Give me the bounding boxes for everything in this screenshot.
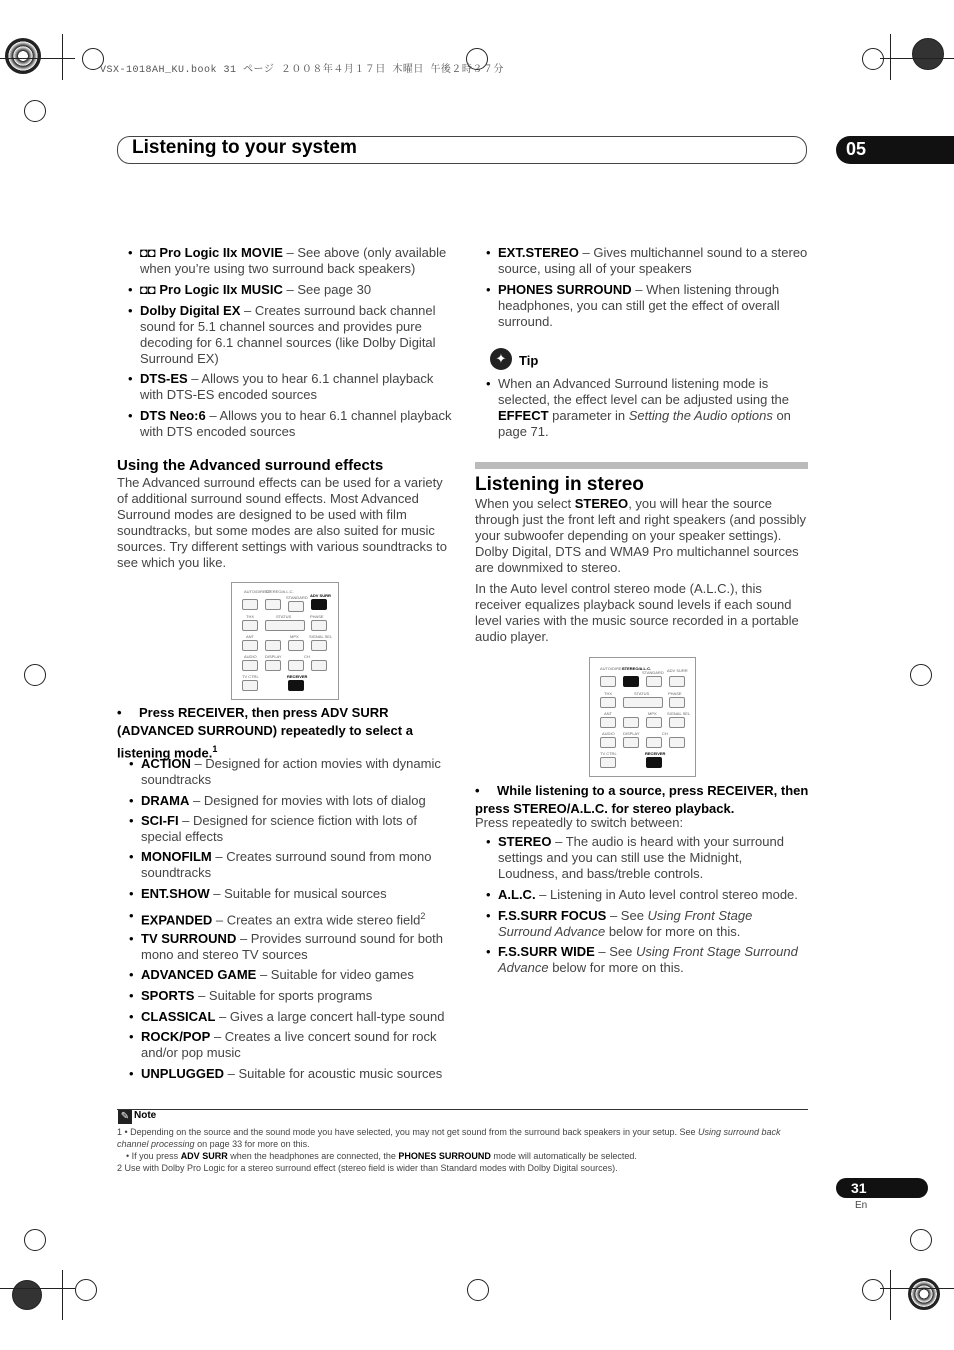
item-text: – Creates a live concert sound for rock and/or pop music: [141, 1029, 437, 1060]
remote-label: ADV SURR: [310, 593, 331, 598]
next-button: [669, 717, 685, 728]
item-text: – Suitable for musical sources: [209, 886, 387, 901]
item-key: ROCK/POP: [141, 1029, 211, 1044]
pause-button: [265, 640, 281, 651]
registration-mark-top-right: [912, 38, 948, 74]
chapter-number: 05: [846, 139, 867, 159]
footnote-ref: 2: [420, 911, 426, 921]
trim-line: [890, 34, 891, 80]
trim-line: [880, 1288, 954, 1289]
dolby-dd-icon: ◘◘: [140, 282, 156, 297]
item-key: DTS Neo:6: [140, 408, 206, 423]
list-item: [141, 967, 456, 983]
remote-label: SIGNAL SEL: [309, 634, 333, 639]
item-key: DRAMA: [141, 793, 190, 808]
remote-label: ADV SURR: [667, 668, 688, 673]
adv-surr-button: [311, 599, 327, 610]
hdd-button: [600, 676, 616, 687]
list-item: [498, 282, 798, 330]
ch-plus-button: [669, 737, 685, 748]
remote-label: PHASE: [310, 614, 324, 619]
footnote-1b-post: mode will automatically be selected.: [490, 1151, 637, 1161]
item-text: – Creates surround sound from mono soundtracks: [141, 849, 432, 880]
list-item: [140, 282, 455, 298]
list-item: [141, 813, 456, 845]
list-item: [498, 245, 810, 277]
item-text: – See: [606, 908, 648, 923]
crosshair-mark: [24, 100, 46, 122]
list-item: [141, 1009, 456, 1025]
item-text: – Suitable for acoustic music sources: [224, 1066, 443, 1081]
forward-button: [669, 697, 685, 708]
language-code: En: [855, 1200, 868, 1211]
note-icon: ✎: [118, 1110, 132, 1124]
stereo-body-2: In the Auto level control stereo mode (A.L.C.), this receiver equalizes playback sound levels if each sound level varies with the music source recorded in a portable audio player.: [475, 581, 799, 644]
remote-label: CH: [304, 654, 310, 659]
footnote-2: 2 Use with Dolby Pro Logic for a stereo surround effect (stereo field is wider than Standard modes with Dolby Digital sources).: [117, 1163, 618, 1173]
crosshair-mark: [24, 664, 46, 686]
tip-ref: Setting the Audio options: [628, 408, 773, 423]
item-text: – Provides surround sound for both mono and stereo TV sources: [141, 931, 444, 962]
remote-label: STEREO/A.L.C.: [622, 666, 652, 671]
play-button: [265, 620, 305, 631]
remote-label: STATUS: [276, 614, 292, 619]
trim-line: [880, 58, 954, 59]
list-item: [141, 1029, 456, 1061]
tv-ctrl-button: [600, 757, 616, 768]
remote-label: SIGNAL SEL: [667, 711, 691, 716]
page-number: 31: [851, 1180, 867, 1196]
item-key: ADVANCED GAME: [141, 967, 257, 982]
footnote-1b: [117, 1150, 807, 1162]
remote-label: RECEIVER: [287, 674, 308, 679]
p1-post: , you will hear the source through just the front left and right speakers (and possibly your subwoofer depending on your speaker settings). Dolby Digital, DTS and WMA9 Pro multichannel sources are downmixed to stereo.: [475, 496, 806, 575]
remote-illustration: [589, 657, 696, 777]
step-text: While listening to a source, press RECEIVER, then press STEREO/A.L.C. for stereo playback.: [475, 783, 809, 816]
item-key: DTS-ES: [140, 371, 188, 386]
item-key: ACTION: [141, 756, 191, 771]
receiver-button: [646, 757, 662, 768]
item-text: – Designed for science fiction with lots of special effects: [141, 813, 418, 844]
audio-button: [242, 660, 258, 671]
after-step-text: Press repeatedly to switch between:: [475, 815, 684, 830]
remote-label: CH: [662, 731, 668, 736]
footnote-1b-key: PHONES SURROUND: [398, 1151, 491, 1161]
list-item: [141, 886, 456, 902]
list-item: [141, 793, 456, 809]
rewind-button: [600, 697, 616, 708]
item-text: – Gives a large concert hall-type sound: [215, 1009, 445, 1024]
registration-mark-bottom-right: [908, 1278, 944, 1314]
item-text: – Designed for action movies with dynamic soundtracks: [141, 756, 441, 787]
stop-button: [646, 717, 662, 728]
standard-button: [288, 601, 304, 612]
tip-mid: parameter in: [548, 408, 629, 423]
stereo-body-1: [475, 496, 810, 576]
tv-ctrl-button: [242, 680, 258, 691]
footnote-1b-pre: • If you press: [126, 1151, 181, 1161]
item-text: – When listening through headphones, you can still get the effect of overall surround.: [498, 282, 780, 329]
prev-button: [600, 717, 616, 728]
remote-label: RECEIVER: [645, 751, 666, 756]
registration-mark-bottom-left: [12, 1280, 42, 1310]
remote-label: STEREO/A.L.C.: [265, 589, 294, 594]
advanced-body: The Advanced surround effects can be used for a variety of additional surround sound effects. Most Advanced Surround modes are designed to be used with film soundtracks, but some modes are also suited for music sources. Try different settings with various soundtracks to see which you like.: [117, 475, 447, 570]
footnote-1b-mid: when the headphones are connected, the: [227, 1151, 399, 1161]
tip-icon: ✦: [490, 348, 512, 370]
item-key: Dolby Digital EX: [140, 303, 241, 318]
list-item: [141, 931, 456, 963]
list-item: [498, 834, 798, 882]
remote-label: DISPLAY: [265, 654, 282, 659]
remote-label: DISPLAY: [623, 731, 640, 736]
remote-label: ANT: [246, 634, 254, 639]
registration-mark-top-left: [5, 38, 41, 74]
item-key: ENT.SHOW: [141, 886, 210, 901]
item-key: PHONES SURROUND: [498, 282, 632, 297]
pause-button: [623, 717, 639, 728]
item-key: SPORTS: [141, 988, 195, 1003]
hdd-button: [242, 599, 258, 610]
footnote-1-post: on page 33 for more on this.: [194, 1139, 310, 1149]
standard-button: [646, 676, 662, 687]
list-item: [141, 908, 456, 928]
remote-label: TV CTRL: [600, 751, 617, 756]
note-rule: [117, 1109, 808, 1110]
footnote-1-ref: Using surround back channel processing: [117, 1127, 781, 1149]
step-text: Press RECEIVER, then press ADV SURR (ADVANCED SURROUND) repeatedly to select a listening mode.: [117, 705, 413, 761]
page-title: Listening to your system: [132, 137, 357, 158]
print-meta: VSX-1018AH_KU.book 31 ページ ２００８年４月１７日 木曜日 午後２時３７分: [100, 65, 504, 76]
trim-line: [62, 34, 63, 80]
dvd-button: [265, 599, 281, 610]
page-tab: [836, 1178, 928, 1198]
item-text: – Gives multichannel sound to a stereo source, using all of your speakers: [498, 245, 808, 276]
footnote-1b-key: ADV SURR: [180, 1151, 228, 1161]
display-button: [623, 737, 639, 748]
dolby-dd-icon: ◘◘: [140, 245, 156, 260]
crosshair-mark: [910, 1229, 932, 1251]
remote-label: ANT: [604, 711, 612, 716]
list-item: [141, 1066, 456, 1082]
remote-label: STATUS: [634, 691, 650, 696]
tip-pre: When an Advanced Surround listening mode is selected, the effect level can be adjusted using the: [498, 376, 790, 407]
trim-line: [62, 1270, 63, 1320]
audio-button: [600, 737, 616, 748]
item-key: TV SURROUND: [141, 931, 237, 946]
item-key: EXT.STEREO: [498, 245, 579, 260]
item-key: A.L.C.: [498, 887, 536, 902]
remote-label: MPX: [648, 711, 657, 716]
list-item: [498, 944, 808, 976]
list-item: [140, 303, 455, 367]
ch-minus-button: [646, 737, 662, 748]
list-item: [498, 887, 810, 903]
footnotes: [117, 1126, 807, 1174]
section-heading: Using the Advanced surround effects: [117, 457, 384, 474]
list-item: [498, 376, 803, 440]
item-key: MONOFILM: [141, 849, 212, 864]
display-button: [265, 660, 281, 671]
remote-illustration: [231, 582, 339, 700]
trim-line: [890, 1270, 891, 1320]
remote-label: THX: [604, 691, 612, 696]
ch-minus-button: [288, 660, 304, 671]
list-item: [498, 908, 808, 940]
list-item: [140, 408, 455, 440]
item-key: STEREO: [498, 834, 552, 849]
crosshair-mark: [467, 1279, 489, 1301]
item-text: – Creates an extra wide stereo field: [212, 912, 421, 928]
item-text: – Allows you to hear 6.1 channel playback with DTS encoded sources: [140, 408, 452, 439]
tip-text: [498, 376, 803, 440]
remote-label: AUDIO: [602, 731, 615, 736]
crosshair-mark: [910, 664, 932, 686]
item-key: F.S.SURR WIDE: [498, 944, 595, 959]
remote-label: THX: [246, 614, 254, 619]
adv-surr-button: [669, 676, 685, 687]
footnote-1: [117, 1126, 807, 1150]
tip-key: EFFECT: [498, 408, 549, 423]
p1-key: STEREO: [574, 496, 629, 511]
item-key: Pro Logic IIx MOVIE: [159, 245, 283, 260]
item-text: – Listening in Auto level control stereo mode.: [535, 887, 798, 902]
forward-button: [311, 620, 327, 631]
rewind-button: [242, 620, 258, 631]
prev-button: [242, 640, 258, 651]
remote-label: TV CTRL: [242, 674, 259, 679]
note-label: Note: [134, 1110, 157, 1121]
crosshair-mark: [862, 1279, 884, 1301]
ch-plus-button: [311, 660, 327, 671]
list-item: [140, 245, 455, 277]
remote-label: AUTO/DIRECT: [600, 666, 628, 671]
trim-line: [0, 1288, 75, 1289]
tip-label: Tip: [519, 353, 539, 368]
list-item: [140, 371, 455, 403]
remote-label: AUDIO: [244, 654, 257, 659]
item-text: – Suitable for sports programs: [194, 988, 373, 1003]
remote-label: MPX: [290, 634, 299, 639]
list-item: [141, 849, 456, 881]
footnote-1-pre: 1 • Depending on the source and the sound mode you have selected, you may not get sound from the surround back speakers in your setup. See: [117, 1127, 699, 1137]
p1-pre: When you select: [475, 496, 575, 511]
item-key: UNPLUGGED: [141, 1066, 225, 1081]
item-text: – Suitable for video games: [256, 967, 414, 982]
item-post: below for more on this.: [548, 960, 684, 975]
item-text: – Allows you to hear 6.1 channel playback with DTS-ES encoded sources: [140, 371, 434, 402]
item-ref: Using Front Stage Surround Advance: [498, 908, 753, 939]
crosshair-mark: [75, 1279, 97, 1301]
item-ref: Using Front Stage Surround Advance: [498, 944, 798, 975]
item-text: – See above (only available when you’re using two surround back speakers): [140, 245, 447, 276]
item-post: below for more on this.: [605, 924, 741, 939]
item-text: – The audio is heard with your surround settings and you can still use the Midnight, Loudness, and bass/treble controls.: [498, 834, 784, 881]
footnote-ref: 1: [212, 744, 218, 754]
item-key: Pro Logic IIx MUSIC: [159, 282, 283, 297]
crosshair-mark: [24, 1229, 46, 1251]
tip-post: on page 71.: [498, 408, 791, 439]
item-key: SCI-FI: [141, 813, 179, 828]
item-key: F.S.SURR FOCUS: [498, 908, 607, 923]
item-text: – Designed for movies with lots of dialog: [189, 793, 426, 808]
stop-button: [288, 640, 304, 651]
section-heading-stereo: Listening in stereo: [475, 474, 644, 495]
item-text: – Creates surround back channel sound for 5.1 channel sources and provides pure decoding for 6.1 channel sources (like Dolby Digital Surround EX): [140, 303, 436, 366]
item-key: CLASSICAL: [141, 1009, 216, 1024]
remote-label: AUTO/DIRECT: [244, 589, 272, 594]
step-instruction: • Press RECEIVER, then press ADV SURR (ADVANCED SURROUND) repeatedly to select a listening mode.$^1$: [117, 705, 413, 761]
step-instruction-stereo: • While listening to a source, press RECEIVER, then press STEREO/A.L.C. for stereo playback.: [475, 783, 809, 816]
play-button: [623, 697, 663, 708]
crosshair-mark: [862, 48, 884, 70]
list-item: [141, 756, 456, 788]
receiver-button: [288, 680, 304, 691]
stereo-alc-button: [623, 676, 639, 687]
remote-label: STANDARD: [286, 595, 308, 600]
list-item: [141, 988, 456, 1004]
next-button: [311, 640, 327, 651]
remote-label: STANDARD: [642, 670, 664, 675]
item-key: EXPANDED: [141, 912, 213, 928]
trim-line: [0, 58, 75, 59]
section-rule: [475, 462, 808, 469]
item-text: – See: [594, 944, 636, 959]
remote-label: PHASE: [668, 691, 682, 696]
item-text: – See page 30: [282, 282, 372, 297]
